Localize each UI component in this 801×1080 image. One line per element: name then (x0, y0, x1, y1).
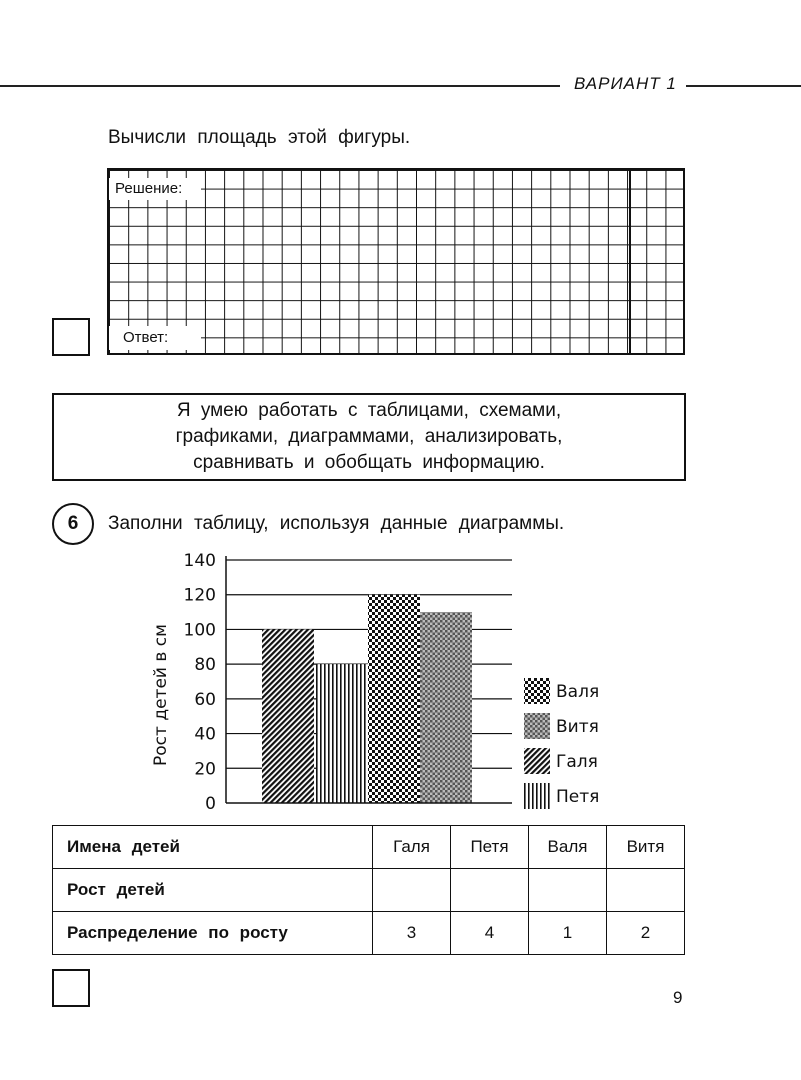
bar-Витя (420, 612, 472, 803)
answer-label: Ответ: (109, 326, 201, 350)
rank-cell: 1 (529, 912, 607, 955)
score-box-task6[interactable] (52, 969, 90, 1007)
data-table (52, 825, 685, 955)
skill-line-3: сравнивать и обобщать информацию. (193, 452, 545, 473)
task5-instruction: Вычисли площадь этой фигуры. (108, 127, 411, 148)
header-rule-left (0, 85, 560, 87)
y-axis-label: Рост детей в см (151, 624, 171, 766)
rank-cell: 4 (451, 912, 529, 955)
height-answer-cell[interactable] (451, 869, 529, 912)
table-row-names (53, 826, 685, 869)
y-tick-label: 120 (183, 585, 216, 606)
skill-line-2: графиками, диаграммами, анализировать, (175, 426, 563, 447)
bar-Валя (368, 595, 420, 803)
rank-cell: 2 (607, 912, 685, 955)
legend-swatch-Валя (524, 678, 550, 704)
task-number-badge: 6 (52, 503, 94, 545)
legend-label-Галя: Галя (556, 752, 598, 772)
variant-label: ВАРИАНТ 1 (574, 74, 677, 93)
name-cell: Валя (529, 826, 607, 869)
y-tick-label: 100 (183, 620, 216, 641)
skill-box (52, 393, 686, 481)
y-tick-label: 20 (194, 759, 216, 780)
grid-divider (629, 170, 631, 353)
header-rule-right (686, 85, 801, 87)
y-tick-label: 140 (183, 551, 216, 571)
height-bar-chart (0, 540, 801, 820)
y-tick-label: 60 (194, 689, 216, 710)
score-box-task5[interactable] (52, 318, 90, 356)
table-row-heights (53, 869, 685, 912)
height-answer-cell[interactable] (529, 869, 607, 912)
page-number: 9 (673, 988, 683, 1007)
y-tick-label: 40 (194, 724, 216, 745)
task6-instruction: Заполни таблицу, используя данные диаграммы. (108, 513, 565, 534)
legend-label-Витя: Витя (556, 717, 599, 737)
skill-line-1: Я умею работать с таблицами, схемами, (176, 400, 562, 421)
name-cell: Витя (607, 826, 685, 869)
legend-label-Валя: Валя (556, 682, 600, 702)
rank-cell: 3 (373, 912, 451, 955)
height-answer-cell[interactable] (373, 869, 451, 912)
row-label-ranking: Распределение по росту (53, 912, 373, 955)
y-tick-label: 0 (205, 794, 216, 814)
name-cell: Петя (451, 826, 529, 869)
solution-grid[interactable] (107, 168, 685, 355)
row-label-names: Имена детей (53, 826, 373, 869)
table-row-ranking (53, 912, 685, 955)
y-tick-label: 80 (194, 655, 216, 676)
height-answer-cell[interactable] (607, 869, 685, 912)
name-cell: Галя (373, 826, 451, 869)
legend-swatch-Петя (524, 783, 550, 809)
row-label-heights: Рост детей (53, 869, 373, 912)
bar-Галя (262, 629, 314, 803)
legend-swatch-Галя (524, 748, 550, 774)
legend-swatch-Витя (524, 713, 550, 739)
bar-Петя (316, 664, 368, 803)
solution-label: Решение: (109, 178, 201, 200)
legend-label-Петя: Петя (556, 787, 600, 807)
